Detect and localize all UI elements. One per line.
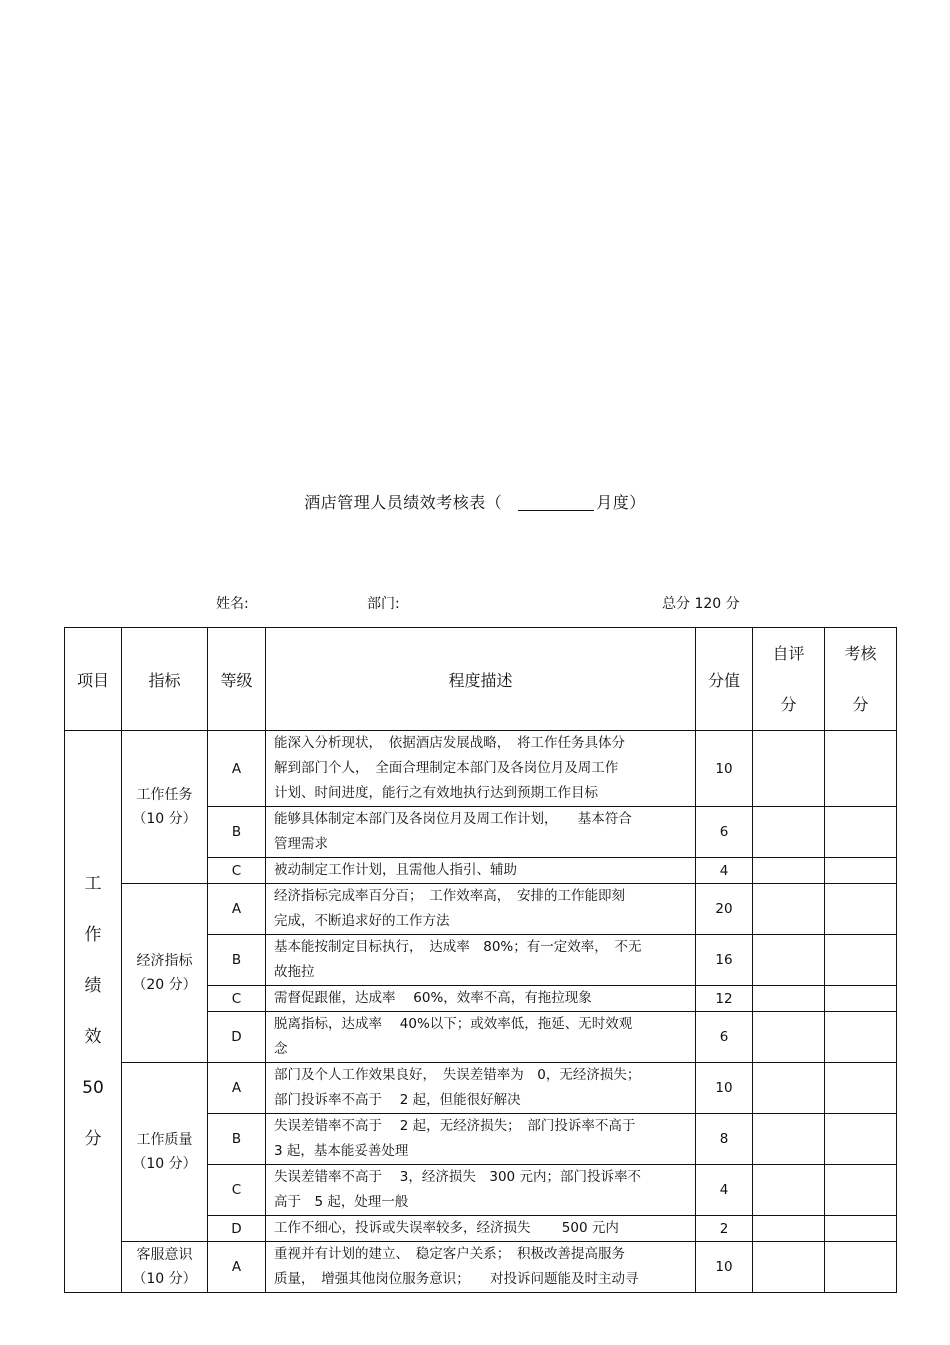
self-score-input[interactable] [753, 986, 825, 1012]
grade-cell: B [208, 935, 266, 986]
header-evaluation-score: 考核 分 [825, 628, 897, 731]
description-cell: 能够具体制定本部门及各岗位月及周工作计划， 基本符合 管理需求 [266, 807, 696, 858]
description-cell: 经济指标完成率百分百； 工作效率高， 安排的工作能即刻 完成，不断追求好的工作方法 [266, 884, 696, 935]
score-cell: 8 [696, 1114, 753, 1165]
score-cell: 6 [696, 807, 753, 858]
indicator-cell: 客服意识 （10 分） [122, 1242, 208, 1293]
score-cell: 4 [696, 858, 753, 884]
header-project: 项目 [65, 628, 122, 731]
evaluation-score-input[interactable] [825, 1242, 897, 1293]
month-blank-field[interactable] [518, 494, 594, 511]
self-score-input[interactable] [753, 1012, 825, 1063]
self-score-input[interactable] [753, 1114, 825, 1165]
description-cell: 部门及个人工作效果良好， 失误差错率为 0，无经济损失； 部门投诉率不高于 2 起，但能很好解决 [266, 1063, 696, 1114]
evaluation-score-input[interactable] [825, 1063, 897, 1114]
self-score-input[interactable] [753, 1063, 825, 1114]
grade-cell: C [208, 858, 266, 884]
description-cell: 脱离指标，达成率 40%以下；或效率低，拖延、无时效观 念 [266, 1012, 696, 1063]
title-prefix: 酒店管理人员绩效考核表（ [304, 493, 503, 512]
score-cell: 12 [696, 986, 753, 1012]
score-cell: 16 [696, 935, 753, 986]
department-label: 部门: [367, 596, 400, 612]
indicator-cell: 工作任务 （10 分） [122, 731, 208, 884]
description-cell: 能深入分析现状， 依据酒店发展战略， 将工作任务具体分 解到部门个人， 全面合理制定本部门及各岗位月及周工作 计划、时间进度，能行之有效地执行达到预期工作目标 [266, 731, 696, 807]
self-score-input[interactable] [753, 884, 825, 935]
self-score-input[interactable] [753, 1242, 825, 1293]
score-cell: 20 [696, 884, 753, 935]
self-score-input[interactable] [753, 1165, 825, 1216]
table-row [65, 1063, 897, 1114]
name-label: 姓名: [216, 596, 249, 612]
evaluation-score-input[interactable] [825, 935, 897, 986]
grade-cell: A [208, 884, 266, 935]
page-title [0, 490, 950, 513]
evaluation-score-input[interactable] [825, 1165, 897, 1216]
score-cell: 6 [696, 1012, 753, 1063]
self-score-input[interactable] [753, 731, 825, 807]
grade-cell: D [208, 1216, 266, 1242]
header-row [65, 628, 897, 731]
indicator-cell: 工作质量 （10 分） [122, 1063, 208, 1242]
evaluation-score-input[interactable] [825, 807, 897, 858]
table-row [65, 1242, 897, 1293]
grade-cell: B [208, 807, 266, 858]
score-cell: 4 [696, 1165, 753, 1216]
self-score-input[interactable] [753, 935, 825, 986]
table-row [65, 731, 897, 807]
grade-cell: D [208, 1012, 266, 1063]
grade-cell: C [208, 986, 266, 1012]
evaluation-score-input[interactable] [825, 884, 897, 935]
table-row [65, 884, 897, 935]
description-cell: 基本能按制定目标执行， 达成率 80%；有一定效率， 不无 故拖拉 [266, 935, 696, 986]
evaluation-score-input[interactable] [825, 731, 897, 807]
description-cell: 被动制定工作计划，且需他人指引、辅助 [266, 858, 696, 884]
header-score: 分值 [696, 628, 753, 731]
grade-cell: A [208, 1063, 266, 1114]
score-cell: 2 [696, 1216, 753, 1242]
indicator-cell: 经济指标 （20 分） [122, 884, 208, 1063]
total-score-label: 总分 120 分 [662, 596, 740, 612]
title-suffix: 月度） [596, 493, 646, 512]
header-description: 程度描述 [266, 628, 696, 731]
description-cell: 失误差错率不高于 2 起，无经济损失； 部门投诉率不高于 3 起，基本能妥善处理 [266, 1114, 696, 1165]
self-score-input[interactable] [753, 858, 825, 884]
evaluation-score-input[interactable] [825, 986, 897, 1012]
description-cell: 需督促跟催，达成率 60%，效率不高，有拖拉现象 [266, 986, 696, 1012]
header-indicator: 指标 [122, 628, 208, 731]
score-cell: 10 [696, 1063, 753, 1114]
evaluation-score-input[interactable] [825, 1012, 897, 1063]
self-score-input[interactable] [753, 1216, 825, 1242]
description-cell: 失误差错率不高于 3，经济损失 300 元内；部门投诉率不 高于 5 起，处理一般 [266, 1165, 696, 1216]
header-grade: 等级 [208, 628, 266, 731]
grade-cell: B [208, 1114, 266, 1165]
project-cell: 工 作 绩 效 50 分 [65, 731, 122, 1293]
self-score-input[interactable] [753, 807, 825, 858]
evaluation-score-input[interactable] [825, 1216, 897, 1242]
grade-cell: A [208, 1242, 266, 1293]
performance-table [64, 627, 897, 1293]
description-cell: 重视并有计划的建立、 稳定客户关系； 积极改善提高服务 质量， 增强其他岗位服务意识； 对投诉问题能及时主动寻 [266, 1242, 696, 1293]
grade-cell: C [208, 1165, 266, 1216]
grade-cell: A [208, 731, 266, 807]
score-cell: 10 [696, 731, 753, 807]
score-cell: 10 [696, 1242, 753, 1293]
description-cell: 工作不细心，投诉或失误率较多，经济损失 500 元内 [266, 1216, 696, 1242]
header-self-score: 自评 分 [753, 628, 825, 731]
evaluation-score-input[interactable] [825, 1114, 897, 1165]
evaluation-score-input[interactable] [825, 858, 897, 884]
